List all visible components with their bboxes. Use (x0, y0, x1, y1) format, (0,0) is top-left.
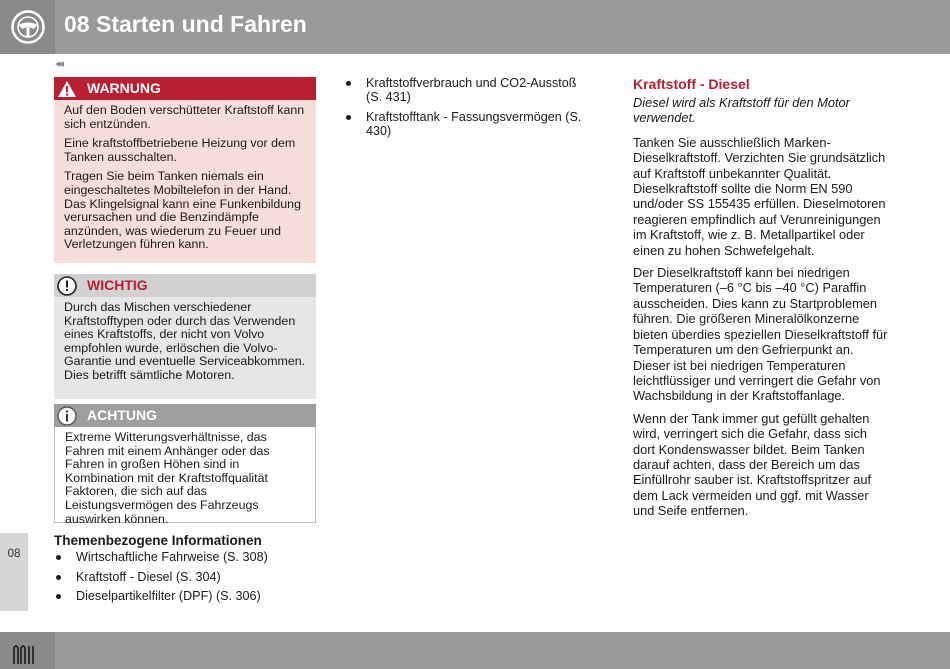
caution-title: ACHTUNG (87, 407, 157, 423)
warning-body (54, 100, 316, 263)
related-info-list (54, 550, 334, 609)
middle-reference-list (344, 76, 594, 144)
section-paragraph: Wenn der Tank immer gut gefüllt gehalten wird, verringert sich die Gefahr, dass sich dort Kondenswasser bildet. Beim Tanken darauf achten, dass der Bereich um das Einfüllrohr sauber ist. Kraftstoffspritzer auf dem Lack vermeiden und ggf. mit Wasser und Seife entfernen. (633, 410, 872, 519)
related-link[interactable]: Kraftstoff - Diesel (S. 304) (54, 570, 334, 584)
diesel-section (633, 76, 891, 526)
important-text: Durch das Mischen verschiedener Kraftstofftypen oder durch das Verwenden eines Kraftstoffs, der nicht von Volvo empfohlen wurde, erlöschen die Volvo-Garantie und eventuelle Serviceabkommen. Dies betrifft sämtliche Motoren. (64, 300, 306, 382)
important-body (54, 297, 316, 399)
warning-header (54, 77, 316, 100)
warning-paragraph: Tragen Sie beim Tanken niemals ein eingeschaltetes Mobiltelefon in der Hand. Das Klingelsignal kann eine Funkenbildung verursachen und die Benzindämpfe anzünden, was wiederum zu Feuer und Verletzungen führen kann. (64, 169, 301, 252)
section-subtitle: Diesel wird als Kraftstoff für den Motor verwendet. (633, 95, 850, 126)
section-paragraph: Der Dieselkraftstoff kann bei niedrigen Temperaturen (–6 °C bis –40 °C) Paraffin ausscheiden. Dies kann zu Startproblemen führen. Die größeren Mineralölkonzerne bieten überdies speziellen Dieselkraftstoff für Temperaturen um den Gefrierpunkt an. Dieser ist bei niedrigen Temperaturen leichtflüssiger und verringert die Gefahr von Wachsbildung in der Kraftstoffanlage. (633, 265, 888, 404)
warning-paragraph: Eine kraftstoffbetriebene Heizung vor dem Tanken ausschalten. (64, 136, 296, 164)
chapter-tab-label: 08 (7, 548, 21, 560)
important-header (54, 274, 316, 297)
important-box (54, 274, 316, 399)
book-glyph-icon (12, 642, 40, 666)
important-title: WICHTIG (87, 277, 148, 293)
warning-triangle-icon (57, 79, 77, 99)
reference-link[interactable]: Kraftstofftank - Fassungsvermögen (S. 430) (344, 110, 594, 138)
caution-body (54, 427, 316, 526)
page-title: 08 Starten und Fahren (64, 11, 307, 37)
caution-text: Extreme Witterungsverhältnisse, das Fahren mit einem Anhänger oder das Fahren in großen Höhen sind in Kombination mit der Kraftstoffqualität Faktoren, die sich auf das Leistungsvermögen des Fahrzeugs auswirken können. (65, 430, 270, 526)
exclamation-circle-icon (57, 276, 77, 296)
section-paragraph: Tanken Sie ausschließlich Marken-Dieselkraftstoff. Verzichten Sie grundsätzlich auf Kraftstoff unbekannter Qualität. Dieselkraftstoff sollte die Norm EN 590 und/oder SS 155435 erfüllen. Dieselmotoren reagieren empfindlich auf Verunreinigungen im Kraftstoff, wie z. B. Metallpartikel oder einen zu hohen Schwefelgehalt. (633, 134, 886, 258)
related-info-title: Themenbezogene Informationen (54, 533, 262, 548)
chapter-side-tab (0, 533, 28, 611)
warning-paragraph: Auf den Boden verschütteter Kraftstoff kann sich entzünden. (64, 103, 305, 131)
warning-title: WARNUNG (87, 80, 161, 96)
caution-box (54, 404, 316, 526)
header-icon-box (0, 0, 55, 54)
info-circle-icon (57, 406, 77, 426)
related-link[interactable]: Dieselpartikelfilter (DPF) (S. 306) (54, 589, 334, 603)
related-link[interactable]: Wirtschaftliche Fahrweise (S. 308) (54, 550, 334, 564)
reference-link[interactable]: Kraftstoffverbrauch und CO2-Ausstoß (S. 431) (344, 76, 594, 104)
caution-header (54, 404, 316, 427)
page-footer (0, 632, 950, 669)
section-heading: Kraftstoff - Diesel (633, 76, 750, 92)
back-nav-link[interactable]: ◂◂ (55, 58, 63, 70)
warning-box (54, 77, 316, 263)
steering-wheel-icon (10, 9, 46, 45)
